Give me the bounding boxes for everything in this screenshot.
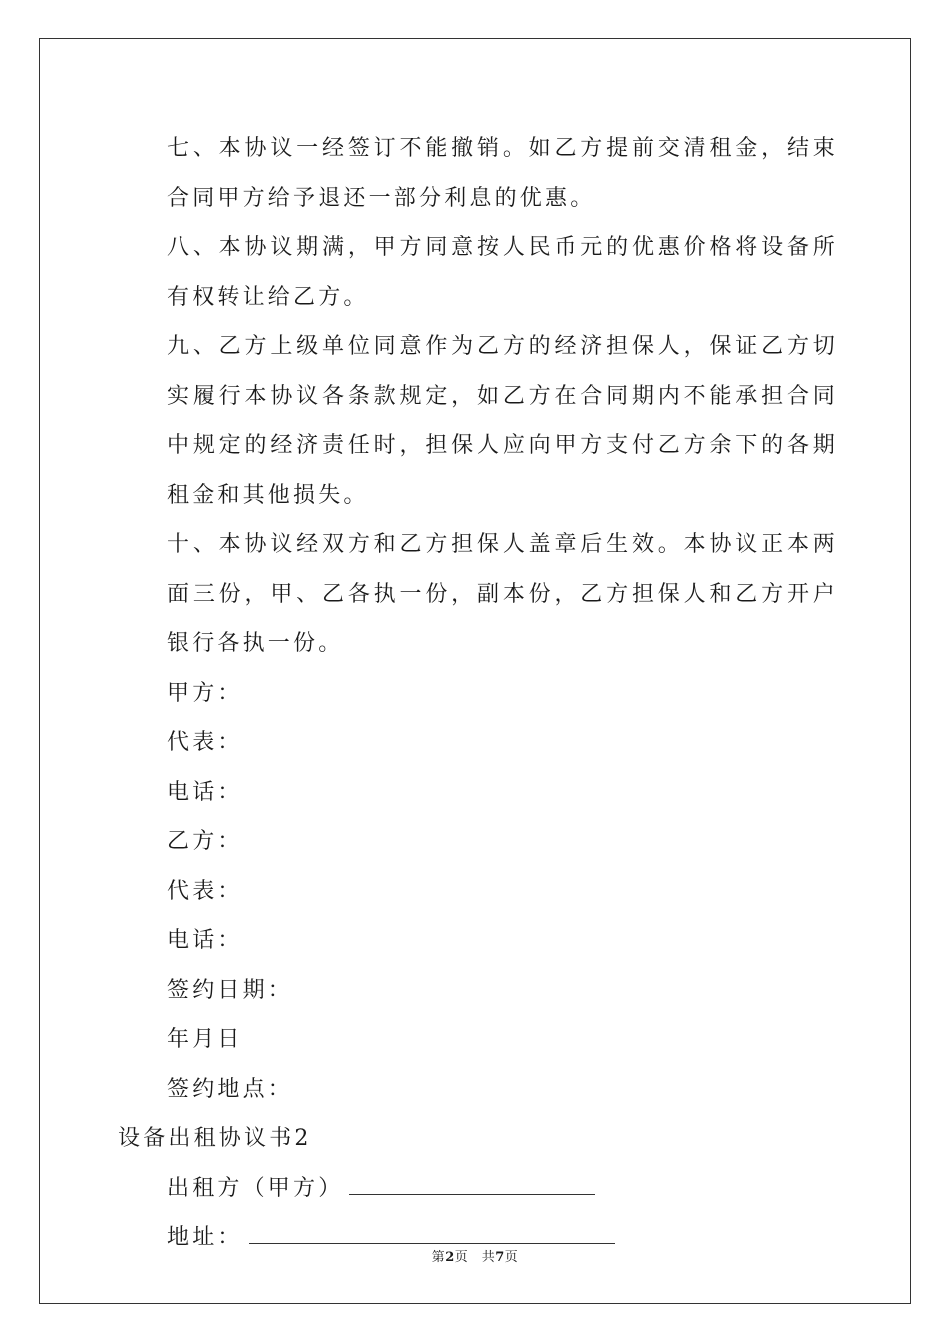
clause-7: 七、本协议一经签订不能撤销。如乙方提前交清租金，结束合同甲方给予退还一部分利息的优惠。 xyxy=(167,136,838,211)
section-2-title: 设备出租协议书2 xyxy=(118,1126,312,1151)
sign-date-value: 年月日 xyxy=(167,1027,243,1052)
party-b-label: 乙方： xyxy=(167,829,243,854)
sign-place-label: 签约地点： xyxy=(167,1076,294,1102)
address-blank-line xyxy=(249,1217,615,1244)
sign-date-label: 签约日期： xyxy=(167,977,294,1003)
footer-page-prefix: 第 xyxy=(431,1250,446,1265)
party-a-phone-label: 电话： xyxy=(167,779,243,805)
clause-10: 十、本协议经双方和乙方担保人盖章后生效。本协议正本两面三份，甲、乙各执一份，副本份，乙方担保人和乙方开户银行各执一份。 xyxy=(167,532,838,656)
footer-total-pages: 7 xyxy=(495,1250,505,1265)
lessor-line xyxy=(118,1164,838,1214)
lessor-label: 出租方（甲方） xyxy=(167,1175,344,1201)
party-a-label: 甲方： xyxy=(167,680,243,706)
party-b-phone-label: 电话： xyxy=(167,928,243,953)
footer-current-page: 2 xyxy=(445,1250,455,1265)
lessor-blank-line xyxy=(349,1168,595,1195)
footer-page-suffix: 页 xyxy=(504,1250,519,1265)
clause-9: 九、乙方上级单位同意作为乙方的经济担保人，保证乙方切实履行本协议各条款规定，如乙方在合同期内不能承担合同中规定的经济责任时，担保人应向甲方支付乙方余下的各期租金和其他损失。 xyxy=(167,334,838,508)
party-b-representative-label: 代表： xyxy=(167,878,243,904)
page-footer xyxy=(0,1246,950,1265)
party-a-representative-label: 代表： xyxy=(167,730,243,755)
clause-8: 八、本协议期满，甲方同意按人民币元的优惠价格将设备所有权转让给乙方。 xyxy=(167,235,838,310)
document-body xyxy=(118,124,838,1263)
footer-page-mid: 页 共 xyxy=(454,1250,496,1265)
address-label: 地址： xyxy=(167,1225,243,1250)
